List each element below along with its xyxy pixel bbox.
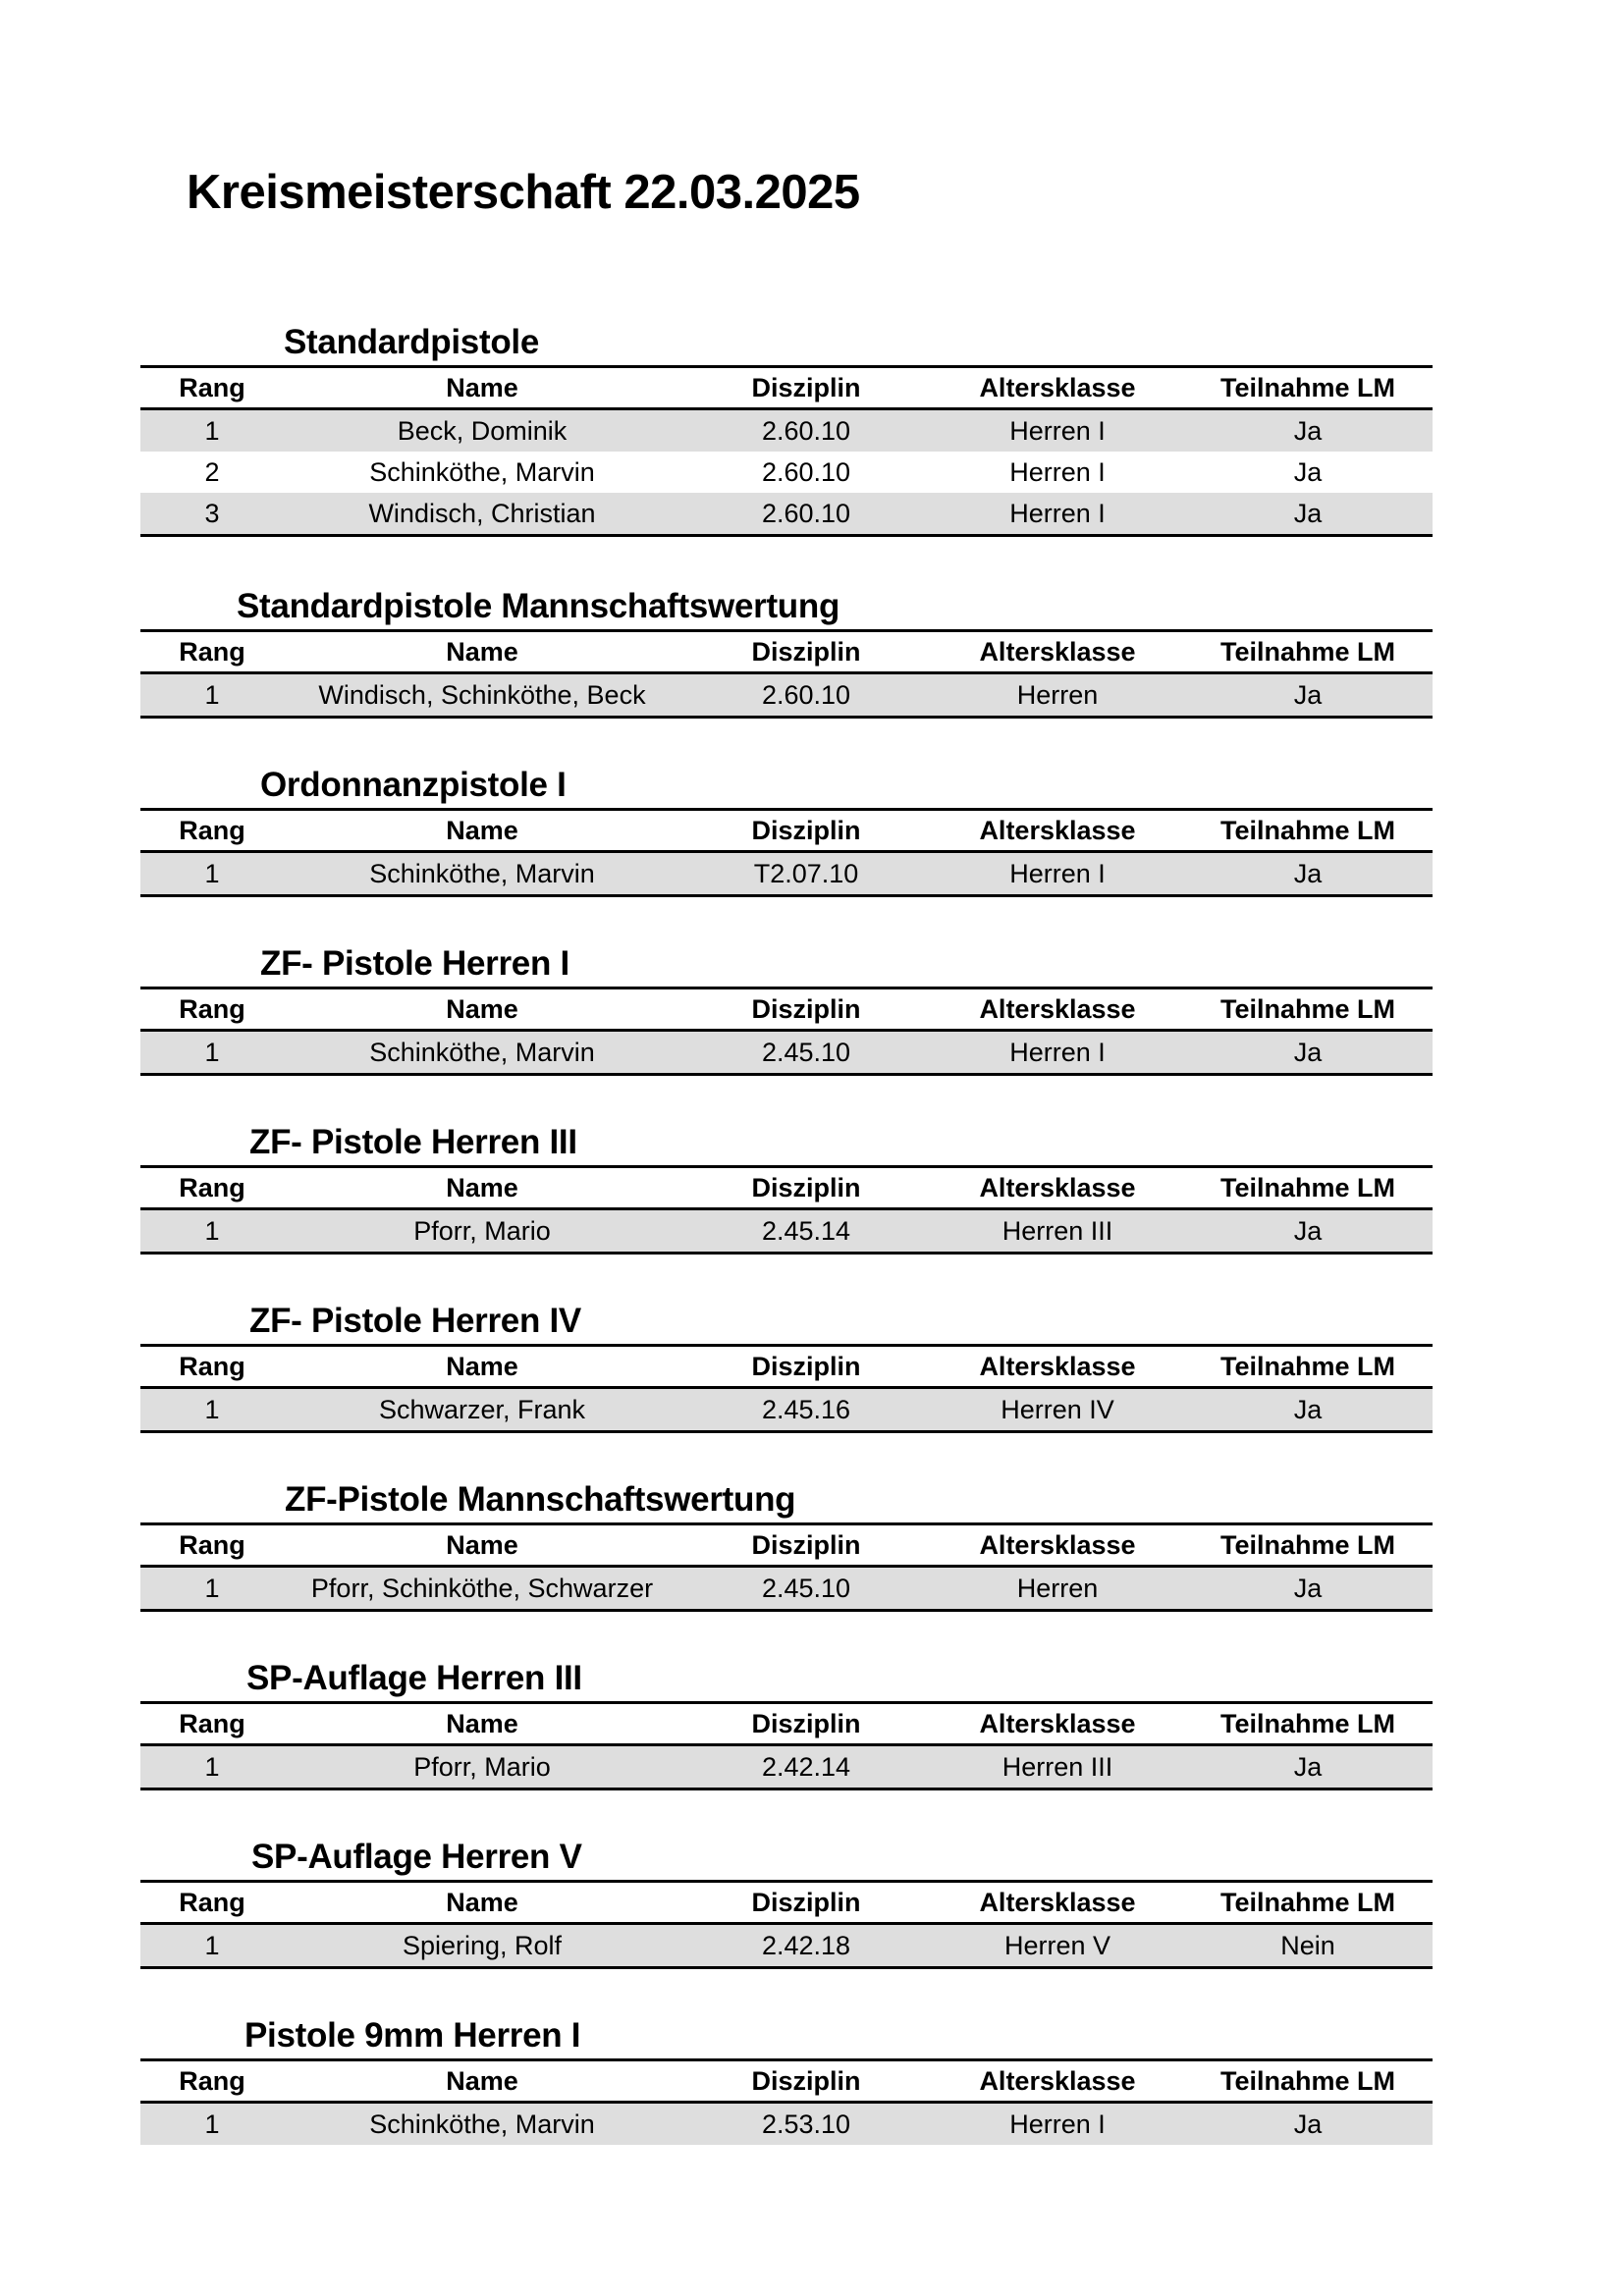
column-header-name: Name <box>284 1703 680 1745</box>
column-header-teilnahme-lm: Teilnahme LM <box>1183 1524 1433 1567</box>
table-row <box>140 1567 1433 1611</box>
cell-name: Pforr, Schinköthe, Schwarzer <box>284 1567 680 1611</box>
cell-rang: 1 <box>140 1209 284 1254</box>
section-zf-pistole-herren-iii <box>140 1120 1433 1255</box>
cell-teilnahme-lm: Ja <box>1183 673 1433 718</box>
column-header-disziplin: Disziplin <box>680 988 932 1031</box>
cell-teilnahme-lm: Ja <box>1293 456 1323 487</box>
cell-rang: 1 <box>140 1031 284 1075</box>
column-header-name: Name <box>284 367 680 409</box>
section-title: SP-Auflage Herren III <box>246 1659 582 1697</box>
table-row <box>140 1745 1433 1789</box>
cell-altersklasse: Herren III <box>932 1745 1183 1789</box>
table-header-row <box>140 631 1433 673</box>
column-header-rang: Rang <box>140 1524 284 1567</box>
cell-disziplin: 2.45.16 <box>680 1388 932 1432</box>
column-header-altersklasse: Altersklasse <box>932 1524 1183 1567</box>
cell-teilnahme-lm: Nein <box>1183 1924 1433 1968</box>
column-header-disziplin: Disziplin <box>680 1703 932 1745</box>
cell-disziplin: 2.45.10 <box>680 1031 932 1075</box>
section-ordonnanzpistole-i <box>140 763 1433 897</box>
cell-teilnahme-lm: Ja <box>1183 1031 1433 1075</box>
cell-name: Schinköthe, Marvin <box>284 852 680 896</box>
column-header-teilnahme-lm: Teilnahme LM <box>1183 1346 1433 1388</box>
cell-name: Spiering, Rolf <box>284 1924 680 1968</box>
column-header-altersklasse: Altersklasse <box>932 988 1183 1031</box>
column-header-rang: Rang <box>140 988 284 1031</box>
cell-disziplin: 2.53.10 <box>680 2103 932 2146</box>
column-header-name: Name <box>284 1882 680 1924</box>
table-header-row <box>140 2060 1433 2103</box>
column-header-name: Name <box>284 2060 680 2103</box>
section-sp-auflage-herren-iii <box>140 1656 1433 1790</box>
section-title: ZF-Pistole Mannschaftswertung <box>285 1480 796 1519</box>
cell-altersklasse: Herren IV <box>932 1388 1183 1432</box>
section-title: ZF- Pistole Herren I <box>260 944 569 983</box>
section-title: ZF- Pistole Herren IV <box>249 1302 581 1340</box>
results-table <box>140 1344 1433 1433</box>
cell-rang: 2 <box>204 456 220 487</box>
section-standardpistole-mannschaft <box>140 584 1433 719</box>
table-row <box>140 1031 1433 1075</box>
document-title: Kreismeisterschaft 22.03.2025 <box>187 166 860 219</box>
section-pistole-9mm-herren-i <box>140 2013 1433 2145</box>
cell-disziplin: 2.45.14 <box>680 1209 932 1254</box>
cell-teilnahme-lm: Ja <box>1183 409 1433 453</box>
cell-altersklasse: Herren I <box>932 493 1183 536</box>
column-header-teilnahme-lm: Teilnahme LM <box>1183 631 1433 673</box>
column-header-name: Name <box>284 1346 680 1388</box>
table-row <box>140 852 1433 896</box>
cell-teilnahme-lm: Ja <box>1183 1745 1433 1789</box>
cell-rang: 3 <box>140 493 284 536</box>
cell-name: Windisch, Christian <box>284 493 680 536</box>
cell-name: Schinköthe, Marvin <box>284 2103 680 2146</box>
cell-rang: 1 <box>140 1388 284 1432</box>
cell-teilnahme-lm: Ja <box>1183 2103 1433 2146</box>
cell-rang: 1 <box>140 2103 284 2146</box>
column-header-altersklasse: Altersklasse <box>932 1882 1183 1924</box>
table-row <box>140 1924 1433 1968</box>
cell-teilnahme-lm: Ja <box>1183 493 1433 536</box>
column-header-rang: Rang <box>140 1167 284 1209</box>
column-header-altersklasse: Altersklasse <box>932 1167 1183 1209</box>
column-header-teilnahme-lm: Teilnahme LM <box>1183 810 1433 852</box>
section-zf-pistole-mannschaft <box>140 1477 1433 1612</box>
cell-altersklasse: Herren <box>932 1567 1183 1611</box>
table-header-row <box>140 810 1433 852</box>
column-header-disziplin: Disziplin <box>680 367 932 409</box>
section-title: SP-Auflage Herren V <box>251 1838 582 1876</box>
cell-name: Schinköthe, Marvin <box>369 456 595 487</box>
section-zf-pistole-herren-i <box>140 941 1433 1076</box>
section-title: Pistole 9mm Herren I <box>244 2016 581 2055</box>
table-row <box>140 493 1433 536</box>
column-header-name: Name <box>284 988 680 1031</box>
table-row <box>140 2103 1433 2146</box>
section-sp-auflage-herren-v <box>140 1835 1433 1969</box>
column-header-disziplin: Disziplin <box>680 631 932 673</box>
cell-disziplin: 2.45.10 <box>680 1567 932 1611</box>
column-header-teilnahme-lm: Teilnahme LM <box>1183 1703 1433 1745</box>
results-table <box>140 629 1433 719</box>
cell-name: Pforr, Mario <box>284 1209 680 1254</box>
table-header-row <box>140 1346 1433 1388</box>
cell-name: Beck, Dominik <box>284 409 680 453</box>
column-header-name: Name <box>284 631 680 673</box>
column-header-rang: Rang <box>140 1346 284 1388</box>
column-header-disziplin: Disziplin <box>680 1167 932 1209</box>
column-header-rang: Rang <box>140 810 284 852</box>
cell-name: Schinköthe, Marvin <box>284 1031 680 1075</box>
column-header-rang: Rang <box>140 2060 284 2103</box>
cell-rang: 1 <box>140 852 284 896</box>
cell-name: Pforr, Mario <box>284 1745 680 1789</box>
section-title: ZF- Pistole Herren III <box>249 1123 577 1161</box>
column-header-name: Name <box>284 810 680 852</box>
column-header-teilnahme-lm: Teilnahme LM <box>1183 367 1433 409</box>
table-header-row <box>140 1167 1433 1209</box>
cell-altersklasse: Herren I <box>932 852 1183 896</box>
column-header-disziplin: Disziplin <box>680 1346 932 1388</box>
results-table <box>140 2058 1433 2145</box>
column-header-rang: Rang <box>140 367 284 409</box>
table-row <box>140 673 1433 718</box>
column-header-teilnahme-lm: Teilnahme LM <box>1183 2060 1433 2103</box>
table-header-row <box>140 988 1433 1031</box>
results-table <box>140 1522 1433 1612</box>
column-header-disziplin: Disziplin <box>680 1524 932 1567</box>
table-header-row <box>140 1882 1433 1924</box>
cell-teilnahme-lm: Ja <box>1183 1388 1433 1432</box>
cell-teilnahme-lm: Ja <box>1183 852 1433 896</box>
column-header-altersklasse: Altersklasse <box>932 367 1183 409</box>
column-header-altersklasse: Altersklasse <box>932 2060 1183 2103</box>
column-header-rang: Rang <box>140 631 284 673</box>
cell-disziplin: 2.60.10 <box>680 673 932 718</box>
column-header-disziplin: Disziplin <box>680 810 932 852</box>
section-title: Ordonnanzpistole I <box>260 766 567 804</box>
table-header-row <box>140 1524 1433 1567</box>
cell-disziplin: 2.60.10 <box>680 493 932 536</box>
results-table <box>140 1880 1433 1969</box>
cell-disziplin: 2.42.18 <box>680 1924 932 1968</box>
column-header-altersklasse: Altersklasse <box>932 1346 1183 1388</box>
cell-name: Schwarzer, Frank <box>284 1388 680 1432</box>
cell-disziplin: T2.07.10 <box>680 852 932 896</box>
section-zf-pistole-herren-iv <box>140 1299 1433 1433</box>
column-header-teilnahme-lm: Teilnahme LM <box>1183 1167 1433 1209</box>
cell-altersklasse: Herren I <box>932 409 1183 453</box>
results-table <box>140 808 1433 897</box>
column-header-rang: Rang <box>140 1703 284 1745</box>
cell-name: Windisch, Schinköthe, Beck <box>284 673 680 718</box>
column-header-altersklasse: Altersklasse <box>932 631 1183 673</box>
results-table <box>140 365 1433 537</box>
results-table <box>140 987 1433 1076</box>
column-header-altersklasse: Altersklasse <box>932 1703 1183 1745</box>
column-header-rang: Rang <box>140 1882 284 1924</box>
column-header-name: Name <box>284 1524 680 1567</box>
cell-disziplin: 2.42.14 <box>680 1745 932 1789</box>
cell-rang: 1 <box>140 409 284 453</box>
cell-altersklasse: Herren I <box>932 1031 1183 1075</box>
cell-altersklasse: Herren <box>932 673 1183 718</box>
column-header-teilnahme-lm: Teilnahme LM <box>1183 1882 1433 1924</box>
table-row <box>140 452 1433 493</box>
cell-altersklasse: Herren III <box>932 1209 1183 1254</box>
cell-disziplin: 2.60.10 <box>761 456 851 487</box>
table-header-row <box>140 367 1433 409</box>
cell-teilnahme-lm: Ja <box>1183 1567 1433 1611</box>
table-row <box>140 1388 1433 1432</box>
cell-rang: 1 <box>140 1745 284 1789</box>
results-table <box>140 1165 1433 1255</box>
column-header-name: Name <box>284 1167 680 1209</box>
cell-rang: 1 <box>140 1924 284 1968</box>
table-row <box>140 409 1433 453</box>
cell-altersklasse: Herren I <box>932 2103 1183 2146</box>
section-title: Standardpistole <box>284 323 539 361</box>
cell-altersklasse: Herren V <box>932 1924 1183 1968</box>
column-header-disziplin: Disziplin <box>680 1882 932 1924</box>
cell-disziplin: 2.60.10 <box>680 409 932 453</box>
results-table <box>140 1701 1433 1790</box>
cell-rang: 1 <box>140 673 284 718</box>
cell-teilnahme-lm: Ja <box>1183 1209 1433 1254</box>
column-header-teilnahme-lm: Teilnahme LM <box>1183 988 1433 1031</box>
table-row <box>140 1209 1433 1254</box>
column-header-disziplin: Disziplin <box>680 2060 932 2103</box>
table-header-row <box>140 1703 1433 1745</box>
cell-altersklasse: Herren I <box>1009 456 1106 487</box>
section-title: Standardpistole Mannschaftswertung <box>237 587 840 625</box>
section-standardpistole <box>140 320 1433 537</box>
column-header-altersklasse: Altersklasse <box>932 810 1183 852</box>
cell-rang: 1 <box>140 1567 284 1611</box>
